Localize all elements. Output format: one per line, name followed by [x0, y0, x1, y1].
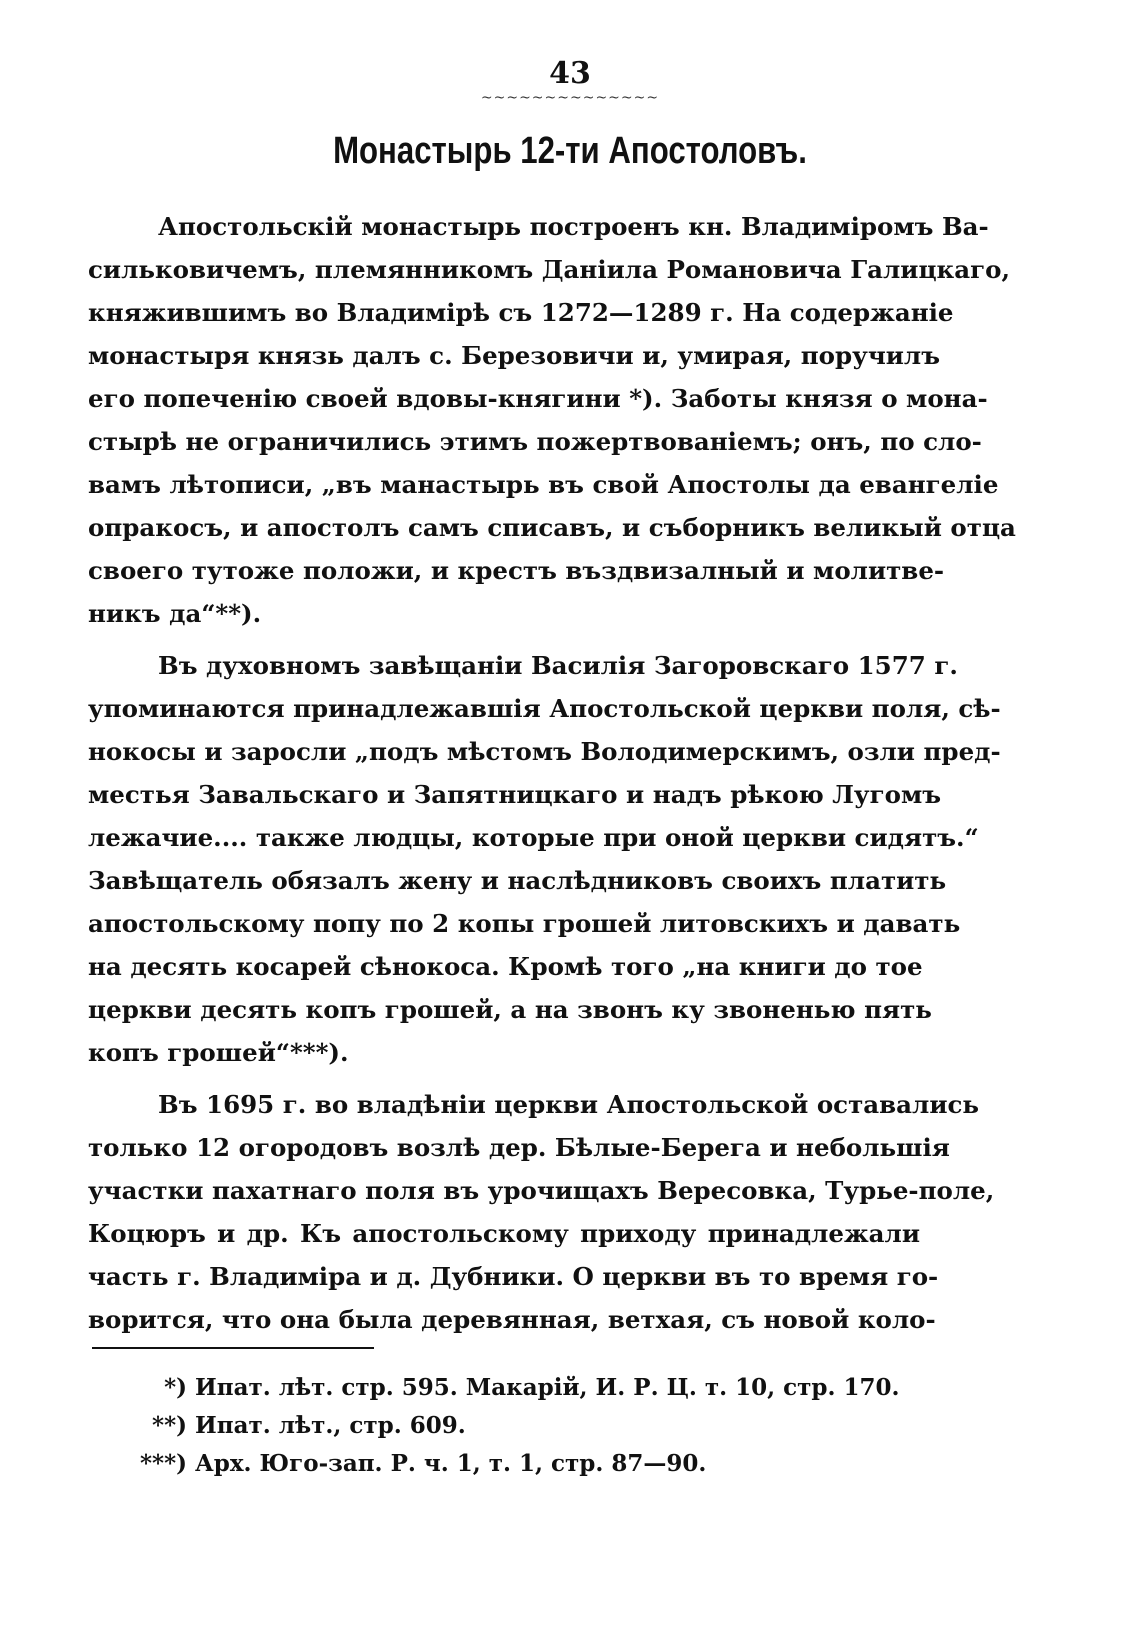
footnote-mark: ***): [140, 1450, 187, 1477]
text-line: церкви десять копъ грошей, а на звонъ ку звоненью пять: [88, 995, 932, 1024]
text-line: только 12 огородовъ возлѣ дер. Бѣлые-Берега и небольшія: [88, 1133, 950, 1162]
text-line: его попеченію своей вдовы-княгини *). Заботы князя о мона-: [88, 384, 988, 413]
body-text: [88, 205, 1016, 1350]
text-line: нокосы и заросли „подъ мѣстомъ Володимерскимъ, озли пред-: [88, 737, 1001, 766]
text-line: никъ да“**).: [88, 599, 262, 628]
text-line: монастыря князь далъ с. Березовичи и, умирая, поручилъ: [88, 341, 940, 370]
text-line: вамъ лѣтописи, „въ манастырь въ свой Апостолы да евангеліе: [88, 470, 999, 499]
text-line: упоминаются принадлежавшія Апостольской церкви поля, сѣ-: [88, 694, 1001, 723]
chapter-title: Монастырь 12-ти Апостоловъ.: [333, 130, 807, 172]
text-line: Коцюръ и др. Къ апостольскому приходу принадлежали: [88, 1219, 920, 1248]
footnote-mark: *): [164, 1374, 187, 1401]
footnotes: [135, 1369, 935, 1483]
text-line: на десять косарей сѣнокоса. Кромѣ того „на книги до тое: [88, 952, 923, 981]
page-number-ornament: ~~~~~~~~~~~~~~: [480, 90, 660, 106]
text-line: Завѣщатель обязалъ жену и наслѣдниковъ своихъ платить: [88, 866, 947, 895]
text-line: апостольскому попу по 2 копы грошей литовскихъ и давать: [88, 909, 961, 938]
text-line: Апостольскій монастырь построенъ кн. Владиміромъ Ва-: [158, 212, 989, 241]
paragraph: [88, 1083, 995, 1341]
footnote: [135, 1445, 935, 1483]
footnote: [135, 1407, 935, 1445]
text-line: Въ 1695 г. во владѣніи церкви Апостольской оставались: [158, 1090, 980, 1119]
paragraph: [88, 205, 1016, 635]
footnote-text: Ипат. лѣт., стр. 609.: [195, 1412, 466, 1439]
text-line: копъ грошей“***).: [88, 1038, 349, 1067]
page-number: 43: [549, 56, 591, 91]
footnote: [135, 1369, 935, 1407]
text-line: княжившимъ во Владимірѣ съ 1272—1289 г. На содержаніе: [88, 298, 954, 327]
footnote-text: Арх. Юго-зап. Р. ч. 1, т. 1, стр. 87—90.: [195, 1450, 707, 1477]
text-line: опракосъ, и апостолъ самъ списавъ, и съборникъ великый отца: [88, 513, 1016, 542]
text-line: местья Завальскаго и Запятницкаго и надъ рѣкою Лугомъ: [88, 780, 942, 809]
footnote-separator: [92, 1347, 374, 1349]
text-line: лежачие.... также людцы, которые при оной церкви сидятъ.“: [88, 823, 979, 852]
text-line: сильковичемъ, племянникомъ Даніила Романовича Галицкаго,: [88, 255, 1010, 284]
text-line: Въ духовномъ завѣщаніи Василія Загоровскаго 1577 г.: [158, 651, 958, 680]
text-line: стырѣ не ограничились этимъ пожертвованіемъ; онъ, по сло-: [88, 427, 982, 456]
text-line: своего тутоже положи, и крестъ въздвизалный и молитве-: [88, 556, 945, 585]
footnote-mark: **): [152, 1412, 187, 1439]
paragraph: [88, 644, 1001, 1074]
text-line: участки пахатнаго поля въ урочищахъ Вересовка, Турье-поле,: [88, 1176, 995, 1205]
text-line: часть г. Владиміра и д. Дубники. О церкви въ то время го-: [88, 1262, 939, 1291]
text-line: ворится, что она была деревянная, ветхая, съ новой коло-: [88, 1305, 936, 1334]
footnote-text: Ипат. лѣт. стр. 595. Макарій, И. Р. Ц. т. 10, стр. 170.: [195, 1374, 900, 1401]
